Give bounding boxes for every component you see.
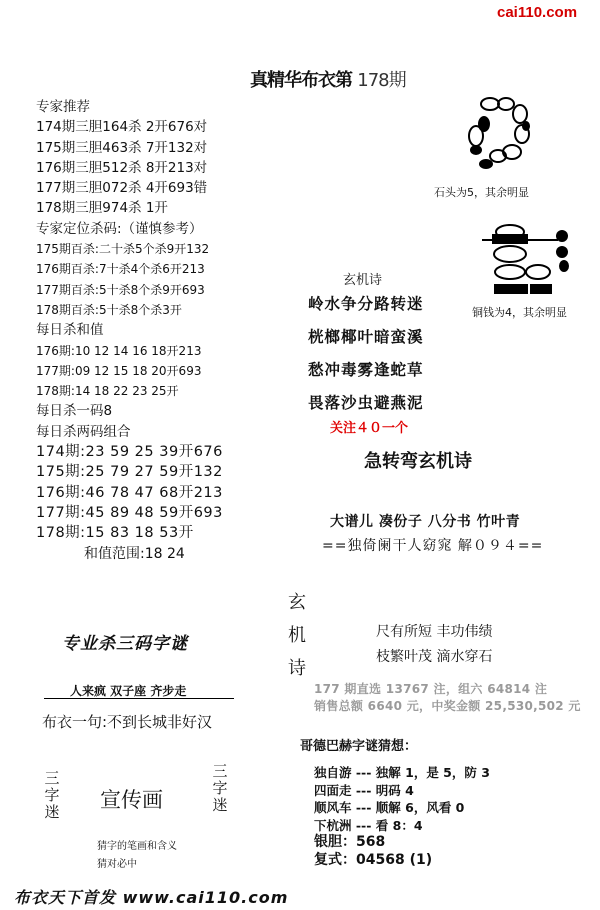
stone-shape [556, 230, 568, 242]
sum-range: 和值范围:18 24 [84, 545, 185, 562]
expert-heading: 专家推荐 [36, 99, 90, 115]
daily-two-heading: 每日杀两码组合 [36, 423, 131, 440]
riddle-vertical-left: 三字迷 [44, 769, 60, 821]
riddle-vertical-right: 三字迷 [212, 762, 228, 814]
stone-shape [522, 121, 530, 131]
site-logo[interactable]: cai110.com [497, 4, 578, 21]
coin-shape [513, 105, 527, 123]
daily-sum-heading: 每日杀和值 [36, 322, 104, 339]
xuanji-char: 玄 [288, 592, 306, 613]
position-kill-line: 175期百杀:二十杀5个杀9开132 [36, 242, 210, 257]
expert-line: 175期三胆463杀 7开132对 [36, 139, 208, 156]
jizhuan-title: 急转弯玄机诗 [364, 451, 472, 472]
stone-shape [492, 234, 528, 244]
stone-shape [478, 116, 490, 132]
poem-line: 畏落沙虫避燕泥 [308, 394, 424, 412]
coin-shape [495, 265, 525, 279]
daily-one: 每日杀一码8 [36, 403, 113, 420]
stone-shape [479, 159, 493, 169]
goedel-fushi: 复式：04568 (1) [314, 851, 433, 868]
poem-line: 岭水争分路转迷 [308, 295, 424, 313]
kill3-riddle-title: 专业杀三码字谜 [62, 634, 188, 654]
coin-shape [498, 98, 514, 110]
buyi-line: 布衣一句:不到长城非好汉 [42, 713, 213, 731]
footer-banner[interactable]: 布衣天下首发 www.cai110.com [14, 888, 289, 907]
stone-shape [556, 246, 568, 258]
stats-line-1: 177 期直选 13767 注，组六 64814 注 [314, 682, 548, 696]
daily-two-line: 176期:46 78 47 68开213 [36, 484, 223, 501]
coin-shape [526, 265, 550, 279]
xuanchuan-sub1: 猜字的笔画和含义 [97, 841, 177, 852]
poem-line: 愁冲毒雾逢蛇草 [308, 361, 424, 379]
poem-label: 玄机诗 [343, 273, 383, 288]
goedel-line: 独自游 --- 独解 1，是 5，防 3 [314, 765, 490, 780]
page-title [250, 66, 406, 92]
goedel-list [314, 764, 490, 869]
coins-stack-picture [478, 214, 574, 300]
goedel-line: 下杭洲 --- 看 8：4 [314, 817, 423, 833]
coin-shape [494, 246, 526, 262]
goedel-line: 四面走 --- 明码 4 [314, 782, 414, 798]
xuanji-char: 诗 [288, 658, 306, 679]
expert-line: 174期三胆164杀 2开676对 [36, 119, 208, 136]
xuanji-line-2: 枝繁叶茂 滴水穿石 [376, 649, 493, 665]
position-kill-line: 177期百杀:5十杀8个杀9开693 [36, 282, 205, 297]
position-kill-line: 178期百杀:5十杀8个杀3开 [36, 302, 182, 317]
daily-sum-line: 177期:09 12 15 18 20开693 [36, 363, 202, 378]
stone-shape [494, 284, 528, 294]
left-column [36, 97, 223, 564]
position-kill-line: 176期百杀:7十杀4个杀6开213 [36, 262, 205, 277]
xuanchuan-title: 宣传画 [100, 788, 163, 812]
goedel-yindan: 银胆：568 [314, 834, 386, 850]
stone-shape [470, 145, 482, 155]
daily-two-line: 177期:45 89 48 59开693 [36, 504, 223, 521]
stats-line-2: 销售总额 6640 元，中奖金额 25,530,502 元 [314, 699, 581, 713]
duyi-line: ==独倚阑干人窈窕 解０９４== [322, 538, 544, 554]
goedel-heading: 哥德巴赫字谜猜想： [300, 739, 418, 754]
xuanchuan-sub [97, 838, 177, 874]
poem-line: 桄榔椰叶暗蛮溪 [308, 328, 424, 346]
xuanji-char: 机 [288, 625, 306, 646]
people-line: 人来疯 双子座 齐步走 [70, 684, 187, 698]
divider [44, 698, 234, 699]
stone-shape [559, 260, 569, 272]
stones-coins-picture [462, 92, 562, 174]
daily-sum-line: 176期:10 12 14 16 18开213 [36, 343, 202, 358]
title-main: 真精华布衣第 [250, 70, 352, 91]
position-kill-heading: 专家定位杀码:（谨慎参考） [36, 220, 203, 237]
xuanji-line-1: 尺有所短 丰功伟绩 [376, 624, 493, 640]
title-issue: 178期 [357, 70, 406, 91]
expert-line: 177期三胆072杀 4开693错 [36, 180, 208, 197]
coin-shape [481, 98, 499, 110]
daily-two-line: 175期:25 79 27 59开132 [36, 464, 223, 481]
daily-two-line: 178期:15 83 18 53开 [36, 525, 194, 542]
stone-shape [530, 284, 552, 294]
goedel-line: 顺风车 --- 顺解 6，风看 0 [314, 800, 465, 815]
daily-two-line: 174期:23 59 25 39开676 [36, 444, 223, 461]
picture-caption-2: 铜钱为4，其余明显 [472, 306, 567, 319]
daily-sum-line: 178期:14 18 22 23 25开 [36, 384, 179, 399]
poem-follow: 关注４０一个 [330, 421, 409, 436]
xuanchuan-sub2: 猜对必中 [97, 859, 137, 870]
expert-line: 176期三胆512杀 8开213对 [36, 159, 208, 176]
dapu-line: 大谱儿 凑份子 八分书 竹叶青 [330, 514, 521, 530]
expert-line: 178期三胆974杀 1开 [36, 200, 168, 217]
picture-caption-1: 石头为5，其余明显 [434, 186, 529, 199]
